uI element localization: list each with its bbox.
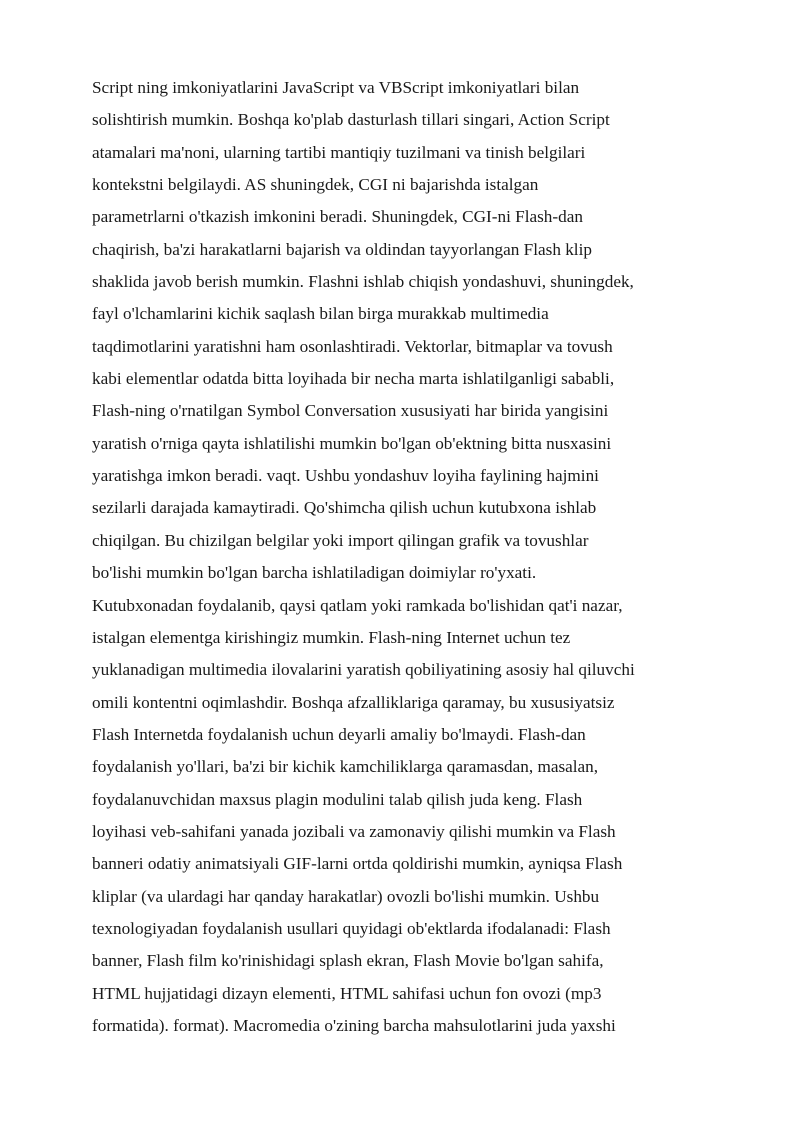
text-line: bo'lishi mumkin bo'lgan barcha ishlatiladigan doimiylar ro'yxati. [92, 563, 537, 583]
text-line: sezilarli darajada kamaytiradi. Qo'shimcha qilish uchun kutubxona ishlab [92, 498, 597, 518]
text-line: omili kontentni oqimlashdir. Boshqa afzalliklariga qaramay, bu xususiyatsiz [92, 692, 615, 712]
text-line: texnologiyadan foydalanish usullari quyidagi ob'ektlarda ifodalanadi: Flash [92, 918, 611, 938]
text-line: Kutubxonadan foydalanib, qaysi qatlam yoki ramkada bo'lishidan qat'i nazar, [92, 595, 623, 615]
text-line: banneri odatiy animatsiyali GIF-larni ortda qoldirishi mumkin, ayniqsa Flash [92, 854, 623, 874]
text-line: fayl o'lchamlarini kichik saqlash bilan birga murakkab multimedia [92, 304, 549, 324]
text-line: Flash Internetda foydalanish uchun deyarli amaliy bo'lmaydi. Flash-dan [92, 724, 586, 744]
text-line: kabi elementlar odatda bitta loyihada bir necha marta ishlatilganligi sababli, [92, 369, 615, 389]
text-line: Script ning imkoniyatlarini JavaScript va VBScript imkoniyatlari bilan [92, 78, 580, 97]
text-line: HTML hujjatidagi dizayn elementi, HTML sahifasi uchun fon ovozi (mp3 [92, 983, 602, 1003]
text-line: yuklanadigan multimedia ilovalarini yaratish qobiliyatining asosiy hal qiluvchi [92, 660, 635, 680]
text-line: kliplar (va ulardagi har qanday harakatlar) ovozli bo'lishi mumkin. Ushbu [92, 886, 600, 906]
text-line: chiqilgan. Bu chizilgan belgilar yoki import qilingan grafik va tovushlar [92, 530, 589, 550]
text-line: taqdimotlarini yaratishni ham osonlashtiradi. Vektorlar, bitmaplar va tovush [92, 336, 613, 356]
text-line: parametrlarni o'tkazish imkonini beradi. Shuningdek, CGI-ni Flash-dan [92, 207, 583, 227]
text-line: foydalanuvchidan maxsus plagin modulini talab qilish juda keng. Flash [92, 789, 583, 809]
text-line: chaqirish, ba'zi harakatlarni bajarish va oldindan tayyorlangan Flash klip [92, 239, 592, 259]
body-text [92, 72, 712, 1042]
text-line: loyihasi veb-sahifani yanada jozibali va zamonaviy qilishi mumkin va Flash [92, 821, 616, 841]
text-line: formatida). format). Macromedia o'zining barcha mahsulotlarini juda yaxshi [92, 1015, 616, 1035]
text-line: foydalanish yo'llari, ba'zi bir kichik kamchiliklarga qaramasdan, masalan, [92, 757, 599, 777]
text-line: kontekstni belgilaydi. AS shuningdek, CGI ni bajarishda istalgan [92, 175, 539, 195]
text-line: yaratish o'rniga qayta ishlatilishi mumkin bo'lgan ob'ektning bitta nusxasini [92, 433, 612, 453]
text-line: istalgan elementga kirishingiz mumkin. Flash-ning Internet uchun tez [92, 627, 571, 647]
text-line: shaklida javob berish mumkin. Flashni ishlab chiqish yondashuvi, shuningdek, [92, 272, 634, 292]
text-line: atamalari ma'noni, ularning tartibi mantiqiy tuzilmani va tinish belgilari [92, 142, 586, 162]
text-line: Flash-ning o'rnatilgan Symbol Conversation xususiyati har birida yangisini [92, 401, 609, 421]
text-line: banner, Flash film ko'rinishidagi splash ekran, Flash Movie bo'lgan sahifa, [92, 951, 604, 971]
text-line: solishtirish mumkin. Boshqa ko'plab dasturlash tillari singari, Action Script [92, 110, 610, 130]
text-line: yaratishga imkon beradi. vaqt. Ushbu yondashuv loyiha faylining hajmini [92, 466, 599, 486]
